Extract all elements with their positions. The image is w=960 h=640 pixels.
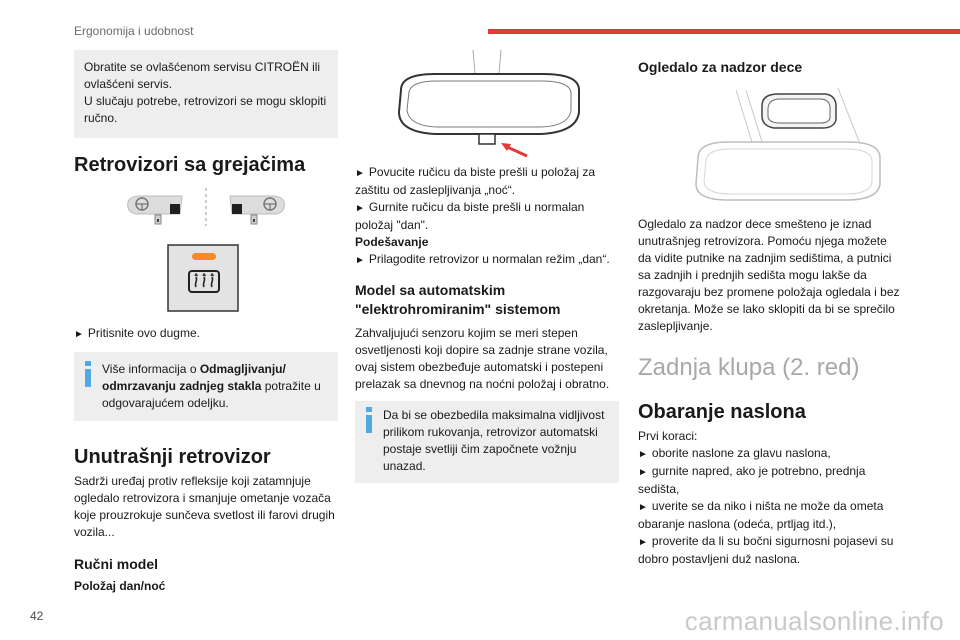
press-button-instruction: ► Pritisnite ovo dugme. — [74, 326, 200, 340]
watermark-text: carmanualsonline.info — [684, 606, 944, 636]
adjustment-label: Podešavanje — [355, 235, 429, 249]
right-mirror-icon — [230, 196, 284, 224]
column-middle — [355, 50, 619, 483]
service-note-line2: U slučaju potrebe, retrovizori se mogu sklopiti ručno. — [84, 94, 327, 125]
fold-step: ► uverite se da niko i ništa ne može da ometa obaranje naslona (odeća, prtljag itd.), — [638, 499, 884, 531]
arrow-icon: ► — [355, 168, 365, 179]
day-position-step: ► Gurnite ručicu da biste prešli u normalan položaj "dan". — [355, 200, 585, 232]
column-right — [638, 50, 902, 568]
arrow-icon: ► — [74, 329, 84, 340]
heated-mirrors-title: Retrovizori sa grejačima — [74, 154, 306, 176]
service-note-box — [74, 50, 338, 138]
arrow-icon: ► — [355, 255, 365, 266]
header-accent-bar — [488, 29, 960, 34]
night-position-step: ► Povucite ručicu da biste prešli u položaj za zaštitu od zaslepljivanja „noć“. — [355, 165, 596, 197]
child-mirror-title: Ogledalo za nadzor dece — [638, 59, 803, 75]
day-night-position-title: Položaj dan/noć — [74, 579, 166, 593]
child-mirror-text: Ogledalo za nadzor dece smešteno je iznad unutrašnjeg retrovizora. Pomoću njega možete da vidite putnike na zadnjim sedištima, a putnici sa zadnjih i prednjih sedišta mogu lakše da razgovaraju bez promene položaja ogledala i bez okretanja. Može se lako sklopiti da bi se sprečilo zaslepljivanje. — [638, 217, 900, 333]
info-icon — [83, 361, 93, 389]
interior-mirror-title: Unutrašnji retrovizor — [74, 446, 271, 468]
service-note-line1: Obratite se ovlašćenom servisu CITROËN ili ovlašćeni servis. — [84, 60, 321, 91]
fold-step: ► gurnite napred, ako je potrebno, prednja sedišta, — [638, 464, 866, 496]
info-icon — [364, 407, 374, 435]
adjust-mirror-step: ► Prilagodite retrovizor u normalan režim „dan“. — [355, 252, 610, 266]
section-header-title: Ergonomija i udobnost — [74, 24, 194, 38]
arrow-icon: ► — [638, 449, 648, 460]
manual-model-title: Ručni model — [74, 556, 159, 572]
child-mirror-illustration — [638, 86, 902, 204]
auto-electrochromic-title: Model sa automatskim "elektrohromiranim" sistemom — [355, 282, 561, 317]
arrow-icon: ► — [638, 502, 648, 513]
defrost-info-box: Više informacija o Odmagljivanju/ odmrzavanju zadnjeg stakla potražite u odgovarajućem odeljku. — [74, 352, 338, 421]
rear-bench-section-title: Zadnja klupa (2. red) — [638, 354, 860, 381]
rear-defrost-button-illustration — [74, 244, 338, 314]
first-steps-label: Prvi koraci: — [638, 429, 698, 443]
auto-electrochromic-text: Zahvaljujući senzoru kojim se meri stepen osvetljenosti koji dopire sa zadnje strane vozila, ovaj sistem obezbeđuje automatski i postepeni prelazak sa dnevnog na noćni položaj i obratno. — [355, 326, 610, 391]
arrow-icon: ► — [355, 203, 365, 214]
fold-backrest-title: Obaranje naslona — [638, 401, 806, 423]
left-mirror-icon — [128, 196, 182, 224]
column-left — [74, 50, 338, 595]
reverse-visibility-info-box: Da bi se obezbedila maksimalna vidljivost prilikom rukovanja, retrovizor automatski postaje svetliji čim započnete vožnju unazad. — [355, 401, 619, 483]
indicator-light-icon — [192, 253, 216, 260]
fold-step: ► oborite naslone za glavu naslona, — [638, 446, 831, 460]
arrow-icon: ► — [638, 537, 648, 548]
heated-mirrors-illustration — [74, 186, 338, 238]
arrow-icon: ► — [638, 467, 648, 478]
interior-mirror-illustration — [355, 50, 619, 162]
interior-mirror-text: Sadrži uređaj protiv refleksije koji zatamnjuje ogledalo retrovizora i smanjuje ometanje vozača koje prouzrokuje sunčeva svetlost ili farovi drugih vozila... — [74, 474, 335, 539]
fold-step: ► proverite da li su bočni sigurnosni pojasevi su dobro postavljeni duž naslona. — [638, 534, 894, 566]
page-number: 42 — [30, 609, 44, 623]
